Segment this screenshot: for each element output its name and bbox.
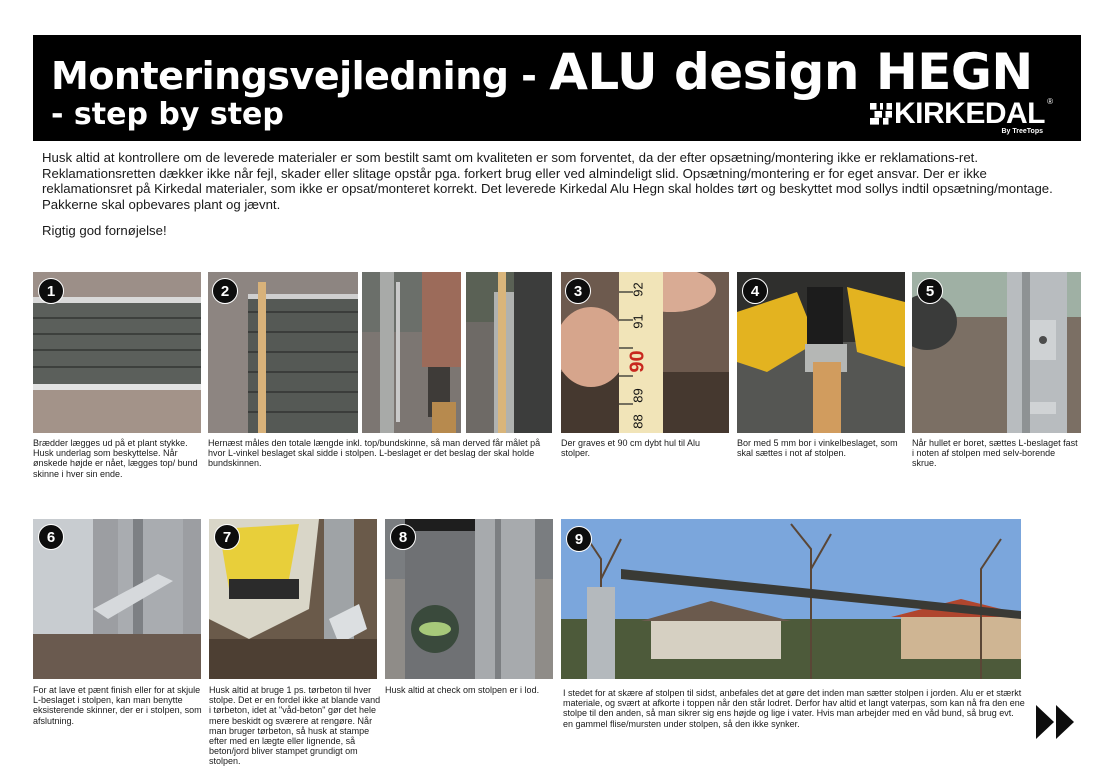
step-9-badge: 9 [566,526,592,552]
logo-subtitle: By TreeTops [1001,128,1043,135]
step-4-caption: Bor med 5 mm bor i vinkelbeslaget, som skal sættes i not af stolpen. [737,438,898,459]
next-page-button[interactable] [1034,703,1078,741]
ruler-marks [619,272,663,433]
step-9-caption: I stedet for at skære af stolpen til sidst, anbefales det at gøre det inden man sætter stolpen i jorden. Alu er et stærkt materiale, og svært at afkorte i toppen når den står lodret. Derfor hav altid et langt vaterpas, som kan nå fra den ene stolpe til den anden, så man sikrer sig ens højde og lige i vater. Hvis man arbejder med en våd bund, så brug evt. en gammel flise/mursten under stolpen, så den ikke synker. [563,688,1025,729]
ruler-mark: 89 [630,388,646,403]
step-5-caption: Når hullet er boret, sættes L-beslaget fast i noten af stolpen med selv-borende skrue. [912,438,1078,469]
title-prefix: Monteringsvejledning - [51,54,550,98]
step-1-caption: Brædder lægges ud på et plant stykke. Husk underlag som beskyttelse. Når ønskede højde er nået, lægges top/ bund skinne i hver sin ende. [33,438,198,479]
step-1-badge: 1 [38,278,64,304]
ruler-mark: 91 [630,314,646,329]
step-5-badge: 5 [917,278,943,304]
ruler-mark: 90 [626,350,649,373]
page-subtitle: - step by step [51,97,284,132]
step-2-caption: Hernæst måles den totale længde inkl. top/bundskinne, så man derved får målet på hvor L-vinkel beslaget skal sidde i stolpen. L-beslaget er det beslag der skal holde bundskinnen. [208,438,541,469]
greeting-text: Rigtig god fornøjelse! [42,223,167,238]
step-4-badge: 4 [742,278,768,304]
step-3-badge: 3 [565,278,591,304]
step-9-photo [561,519,1021,679]
ruler-mark: 92 [630,282,646,297]
step-8-badge: 8 [390,524,416,550]
logo-text: KIRKEDAL [894,97,1045,130]
step-8-caption: Husk altid at check om stolpen er i lod. [385,685,540,695]
logo-mark-icon [870,103,892,125]
kirkedal-logo [870,97,1053,137]
ruler-mark: 88 [630,414,646,429]
step-7-badge: 7 [214,524,240,550]
step-2-badge: 2 [212,278,238,304]
step-6-badge: 6 [38,524,64,550]
step-7-caption: Husk altid at bruge 1 ps. tørbeton til hver stolpe. Det er en fordel ikke at blande vand i tørbeton, idet at "våd-beton" gør det hele mere beskidt og sværere at rengøre. Når man bruger tørbeton, så husk at stampe efter med en lægte eller lignende, så beton/jord bliver stampet grundigt om stolpen. [209,685,381,767]
title-product: ALU design HEGN [549,43,1033,101]
step-6-caption: For at lave et pænt finish eller for at skjule L-beslaget i stolpen, kan man benytte eksisterende skinner, der er i stolpen, som afslutning. [33,685,202,726]
page-title [51,43,1033,101]
step-2-photo-b [362,272,461,433]
double-chevron-right-icon [1034,703,1078,741]
step-3-caption: Der graves et 90 cm dybt hul til Alu stolper. [561,438,701,459]
intro-paragraph: Husk altid at kontrollere om de leverede materialer er som bestilt samt om kvaliteten er som forventet, da der efter opsætning/montering ikke er reklamations-ret. Reklamationsretten dækker ikke når fejl, skader eller slitage opstår pga. forkert brug eller ved almindeligt slid. Opsætning/montering er for eget ansvar. Der er ikke reklamationsret på Kirkedal materialer, som ikke er opsat/monteret korrekt. Det leverede Kirkedal Alu Hegn skal holdes tørt og beskyttet mod sollys indtil opsætning/montage. Pakkerne skal opbevares plant og jævnt. [42,150,1053,212]
logo-registered-mark: ® [1047,97,1053,106]
header-banner [33,35,1081,141]
step-2-photo-c [466,272,552,433]
